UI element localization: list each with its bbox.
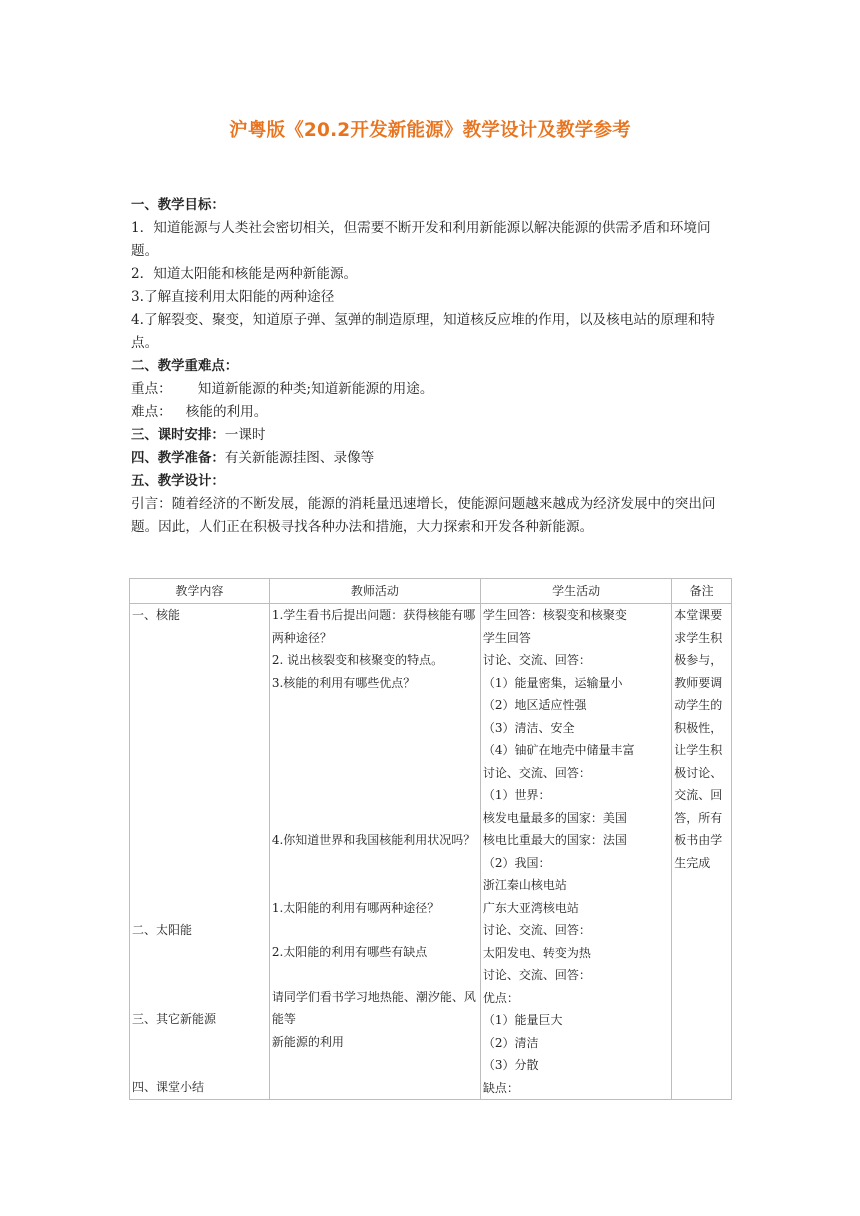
difficulty-text: 核能的利用。: [185, 404, 268, 420]
key-point-line: [131, 378, 733, 401]
student-item: （3）分散: [482, 1058, 539, 1072]
table-row: [130, 604, 732, 1100]
table-header-row: [130, 579, 732, 604]
student-item: 缺点：: [482, 1080, 519, 1095]
student-item: 讨论、交流、回答：: [482, 765, 591, 780]
student-item: 广东大亚湾核电站: [482, 900, 579, 915]
teacher-item: 3.核能的利用有哪些优点？: [271, 675, 416, 690]
section-heading-design: 五、教学设计：: [131, 474, 225, 489]
preparation-text: 有关新能源挂图、录像等: [224, 450, 375, 466]
teacher-item: 请同学们看书学习地热能、潮汐能、风能等: [271, 989, 476, 1026]
teacher-item: 1.太阳能的利用有哪两种途径？: [271, 900, 440, 915]
student-item: （1）世界：: [482, 788, 551, 802]
objective-item: 2．知道太阳能和核能是两种新能源。: [131, 266, 358, 282]
notes-cell: [672, 604, 732, 1100]
student-item: （3）清洁、安全: [482, 720, 575, 735]
header-content: 教学内容: [130, 579, 270, 604]
section-heading-schedule: 三、课时安排：: [131, 428, 225, 443]
student-item: 浙江秦山核电站: [482, 878, 567, 892]
student-item: （1）能量密集，运输量小: [482, 675, 623, 690]
preparation-line: [131, 447, 733, 470]
student-item: 核发电量最多的国家：美国: [482, 810, 627, 825]
student-item: 学生回答: [482, 630, 531, 645]
student-item: 学生回答：核裂变和核聚变: [482, 608, 627, 622]
notes-text: 本堂课要求学生积极参与，教师要调动学生的积极性，让学生积极讨论、交流、回答，所有板书由学生完成: [674, 608, 723, 870]
objective-item: 1．知道能源与人类社会密切相关，但需要不断开发和利用新能源以解决能源的供需矛盾和环境问题。: [131, 220, 711, 259]
page-title: 沪粤版《20.2开发新能源》教学设计及教学参考: [229, 120, 631, 141]
student-item: （4）铀矿在地壳中储量丰富: [482, 743, 635, 757]
key-point-label: 重点：: [131, 381, 172, 397]
header-teacher: 教师活动: [269, 579, 480, 604]
student-item: 太阳发电、转变为热: [482, 945, 591, 960]
student-item: 讨论、交流、回答：: [482, 968, 591, 982]
student-item: （2）清洁: [482, 1035, 539, 1050]
content-item: 一、核能: [132, 608, 181, 622]
section-heading-preparation: 四、教学准备：: [131, 451, 225, 466]
intro-paragraph: 引言：随着经济的不断发展，能源的消耗量迅速增长，使能源问题越来越成为经济发展中的突出问题。因此，人们正在积极寻找各种办法和措施，大力探索和开发各种新能源。: [131, 496, 716, 535]
header-student: 学生活动: [480, 579, 671, 604]
key-point-text: 知道新能源的种类;知道新能源的用途。: [197, 381, 434, 397]
student-item: （2）我国：: [482, 855, 551, 870]
document-body: [131, 194, 733, 539]
difficulty-line: [131, 401, 733, 424]
objective-item: 4.了解裂变、聚变，知道原子弹、氢弹的制造原理，知道核反应堆的作用，以及核电站的原理和特点。: [131, 312, 715, 351]
content-item: 三、其它新能源: [132, 1012, 217, 1026]
teacher-item: 2. 说出核裂变和核聚变的特点。: [271, 653, 444, 667]
student-item: 优点：: [482, 990, 519, 1005]
schedule-text: 一课时: [224, 427, 266, 443]
teacher-item: 新能源的利用: [271, 1034, 344, 1049]
teacher-cell: [269, 604, 480, 1100]
student-item: 讨论、交流、回答：: [482, 653, 591, 667]
header-notes: 备注: [672, 579, 732, 604]
section-heading-key-points: 二、教学重难点：: [131, 359, 239, 374]
schedule-line: [131, 424, 733, 447]
content-item: 二、太阳能: [132, 922, 193, 937]
student-item: 核电比重最大的国家：法国: [482, 833, 627, 847]
student-item: （1）能量巨大: [482, 1013, 563, 1027]
student-cell: [480, 604, 671, 1100]
content-item: 四、课堂小结: [132, 1079, 205, 1094]
teacher-item: 2.太阳能的利用有哪些有缺点: [271, 945, 428, 959]
section-heading-objectives: 一、教学目标：: [131, 198, 225, 213]
difficulty-label: 难点：: [131, 404, 172, 420]
teacher-item: 1.学生看书后提出问题：获得核能有哪两种途径？: [271, 608, 476, 645]
content-cell: [130, 604, 270, 1100]
lesson-plan-table: [129, 578, 732, 1100]
student-item: （2）地区适应性强: [482, 698, 587, 712]
objective-item: 3.了解直接利用太阳能的两种途径: [131, 289, 335, 305]
student-item: 讨论、交流、回答：: [482, 923, 591, 937]
teacher-item: 4.你知道世界和我国核能利用状况吗？: [271, 833, 476, 847]
